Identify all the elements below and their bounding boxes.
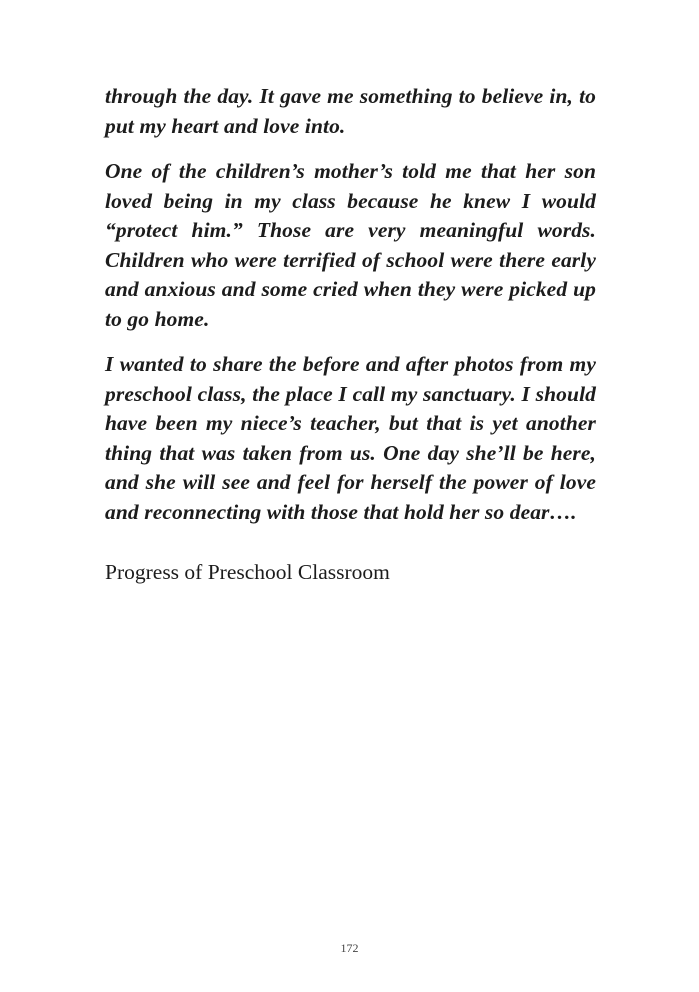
page-text-block — [105, 82, 596, 604]
body-paragraph-1: through the day. It gave me something to believe in, to put my heart and love into. — [105, 84, 596, 138]
body-paragraph-3: I wanted to share the before and after photos from my preschool class, the place I call my sanctuary. I should have been my niece’s teacher, but that is yet another thing that was taken from us. One day she’ll be here, and she will see and feel for herself the power of love and reconnecting with those that hold her so dear…. — [105, 352, 596, 524]
body-paragraph-2: One of the children’s mother’s told me that her son loved being in my class because he knew I would “protect him.” Those are very meaningful words. Children who were terrified of school were there early and anxious and some cried when they were picked up to go home. — [105, 159, 596, 331]
section-caption: Progress of Preschool Classroom — [105, 560, 390, 584]
page-number: 172 — [340, 941, 359, 955]
